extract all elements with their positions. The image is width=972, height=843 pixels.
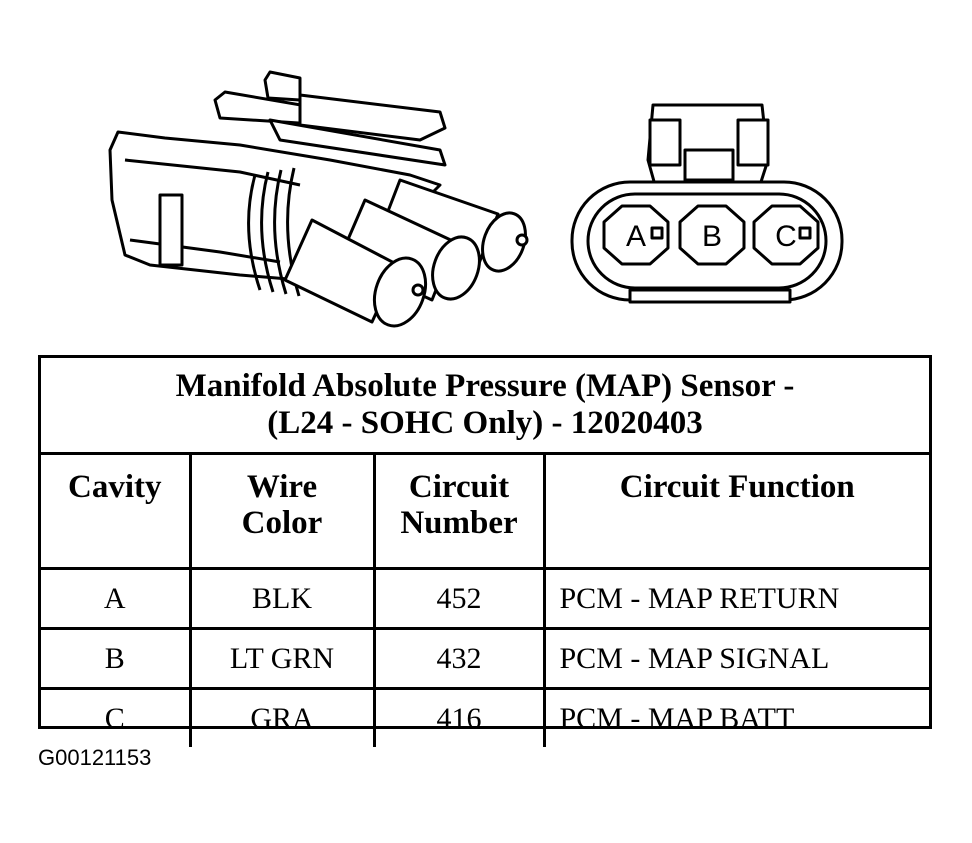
cell-circuit-number: 452 xyxy=(374,569,544,629)
table-header-row xyxy=(41,454,929,569)
connector-illustration xyxy=(0,0,972,350)
cavity-label-c: C xyxy=(775,220,797,253)
pinout-table-grid xyxy=(41,358,929,747)
cell-cavity: A xyxy=(41,569,190,629)
table-title xyxy=(41,358,929,454)
cell-wire-color: BLK xyxy=(190,569,374,629)
cell-circuit-number: 416 xyxy=(374,689,544,748)
connector-side-view xyxy=(110,72,533,333)
cavity-label-b: B xyxy=(701,220,723,253)
cell-cavity: C xyxy=(41,689,190,748)
cell-circuit-function: PCM - MAP BATT xyxy=(544,689,929,748)
cell-wire-color: LT GRN xyxy=(190,629,374,689)
pinout-table xyxy=(38,355,932,735)
cell-circuit-number: 432 xyxy=(374,629,544,689)
header-circuit-function: Circuit Function xyxy=(544,454,929,569)
cavity-label-a: A xyxy=(625,220,647,253)
table-row xyxy=(41,629,929,689)
table-row xyxy=(41,569,929,629)
table-title-row xyxy=(41,358,929,454)
header-circuit-number: Circuit Number xyxy=(374,454,544,569)
header-cavity: Cavity xyxy=(41,454,190,569)
figure-id: G00121153 xyxy=(38,745,152,770)
connector-face-view xyxy=(572,105,842,302)
cell-cavity: B xyxy=(41,629,190,689)
table-row xyxy=(41,689,929,748)
cell-circuit-function: PCM - MAP SIGNAL xyxy=(544,629,929,689)
cell-wire-color: GRA xyxy=(190,689,374,748)
table-title-line1: Manifold Absolute Pressure (MAP) Sensor - xyxy=(175,368,795,404)
header-wire-color: Wire Color xyxy=(190,454,374,569)
table-title-line2: (L24 - SOHC Only) - 12020403 xyxy=(267,405,703,441)
cell-circuit-function: PCM - MAP RETURN xyxy=(544,569,929,629)
